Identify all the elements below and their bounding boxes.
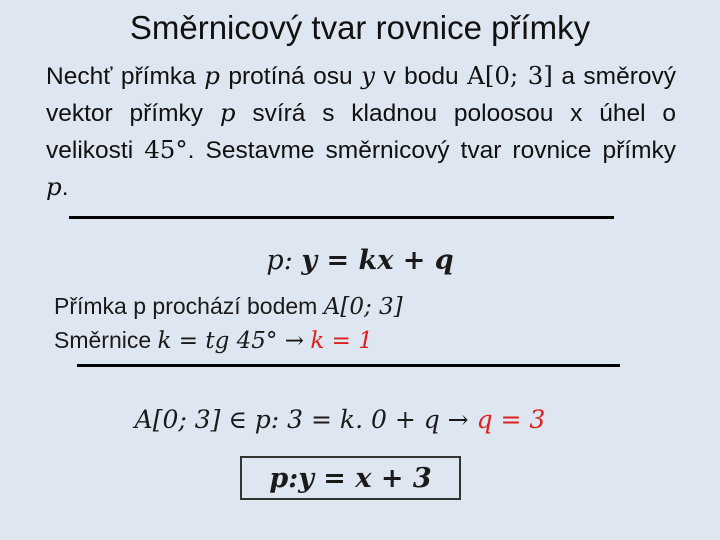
divider-top <box>69 216 614 219</box>
step-point-math: A[0; 3] <box>323 294 403 320</box>
intro-text-5: svírá s kladnou poloosou x úhel o velikosti <box>46 100 676 164</box>
problem-statement <box>46 58 676 206</box>
intro-text-1: Nechť přímka <box>46 63 205 90</box>
general-equation <box>0 243 720 279</box>
intro-text-7: . <box>61 174 69 201</box>
step-slope-text: Směrnice <box>54 327 158 353</box>
final-result-box <box>240 456 461 500</box>
intro-angle: 45° <box>144 135 188 164</box>
solution-steps <box>54 290 403 358</box>
step-slope-math: k = tg 45° → <box>157 328 305 354</box>
intro-point: A[0; 3] <box>467 61 553 90</box>
general-equation-rhs: y = kx + q <box>301 245 454 276</box>
intro-var-y: y <box>361 61 375 90</box>
intro-text-4: a směrový vektor přímky <box>46 63 677 127</box>
slide-title: Směrnicový tvar rovnice přímky <box>129 9 591 46</box>
divider-bottom <box>77 364 620 367</box>
intro-text-3: v bodu <box>374 63 468 90</box>
point-substitution-arrow: → <box>447 405 469 434</box>
general-equation-lhs: p: <box>266 245 302 276</box>
intro-var-p: p <box>204 61 220 90</box>
final-result-rhs: y = x + 3 <box>298 462 432 494</box>
step-slope-result: k = 1 <box>310 328 373 354</box>
final-result-lhs: p: <box>269 462 299 494</box>
point-substitution-result: q = 3 <box>476 405 546 434</box>
intro-var-p-3: p <box>46 172 62 201</box>
point-substitution <box>0 402 680 438</box>
intro-text-2: protíná osu <box>219 63 362 90</box>
intro-var-p-2: p <box>219 98 236 127</box>
step-point-text: Přímka p prochází bodem <box>54 293 324 319</box>
step-point <box>54 290 403 324</box>
intro-text-6: . Sestavme směrnicový tvar rovnice přímky <box>187 137 676 164</box>
point-substitution-math: A[0; 3] ∈ p: 3 = k. 0 + q <box>134 405 440 434</box>
step-slope <box>54 324 403 358</box>
